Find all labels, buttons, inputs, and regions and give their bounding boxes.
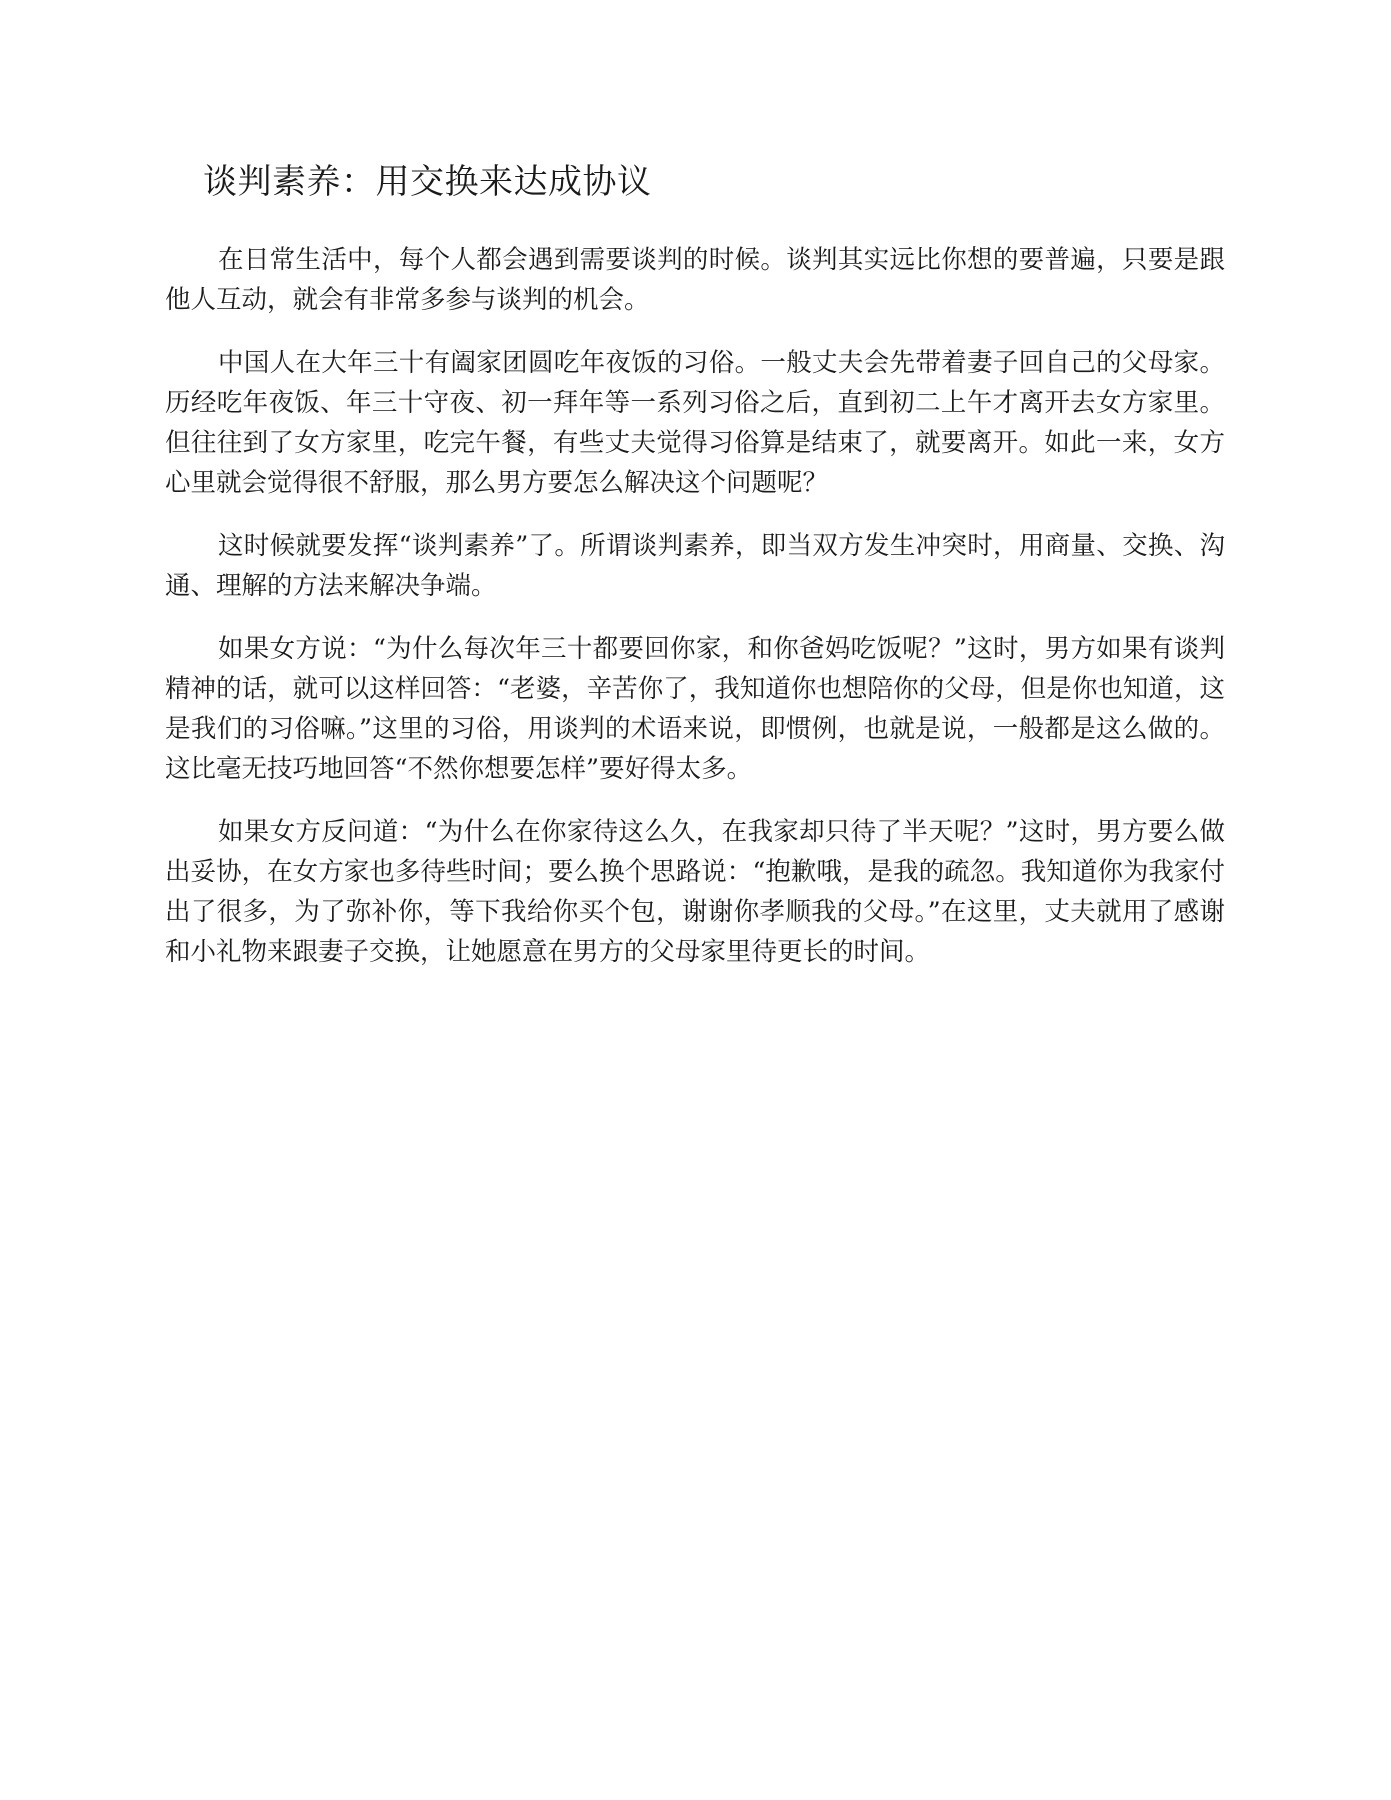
paragraph: 这时候就要发挥“谈判素养”了。所谓谈判素养，即当双方发生冲突时，用商量、交换、沟通、理解的方法来解决争端。 — [165, 531, 1225, 601]
paragraph: 如果女方说：“为什么每次年三十都要回你家，和你爸妈吃饭呢？”这时，男方如果有谈判精神的话，就可以这样回答：“老婆，辛苦你了，我知道你也想陪你的父母，但是你也知道，这是我们的习俗嘛。”这里的习俗，用谈判的术语来说，即惯例，也就是说，一般都是这么做的。这比毫无技巧地回答“不然你想要怎样”要好得太多。 — [165, 634, 1225, 784]
paragraph: 如果女方反问道：“为什么在你家待这么久，在我家却只待了半天呢？”这时，男方要么做出妥协，在女方家也多待些时间；要么换个思路说：“抱歉哦，是我的疏忽。我知道你为我家付出了很多，为了弥补你，等下我给你买个包，谢谢你孝顺我的父母。”在这里，丈夫就用了感谢和小礼物来跟妻子交换，让她愿意在男方的父母家里待更长的时间。 — [165, 817, 1225, 967]
paragraph: 中国人在大年三十有阖家团圆吃年夜饭的习俗。一般丈夫会先带着妻子回自己的父母家。历经吃年夜饭、年三十守夜、初一拜年等一系列习俗之后，直到初二上午才离开去女方家里。但往往到了女方家里，吃完午餐，有些丈夫觉得习俗算是结束了，就要离开。如此一来，女方心里就会觉得很不舒服，那么男方要怎么解决这个问题呢？ — [165, 348, 1225, 498]
document-title: 谈判素养：用交换来达成协议 — [203, 162, 652, 202]
paragraph: 在日常生活中，每个人都会遇到需要谈判的时候。谈判其实远比你想的要普遍，只要是跟他人互动，就会有非常多参与谈判的机会。 — [165, 245, 1225, 315]
document-body — [165, 240, 1225, 995]
